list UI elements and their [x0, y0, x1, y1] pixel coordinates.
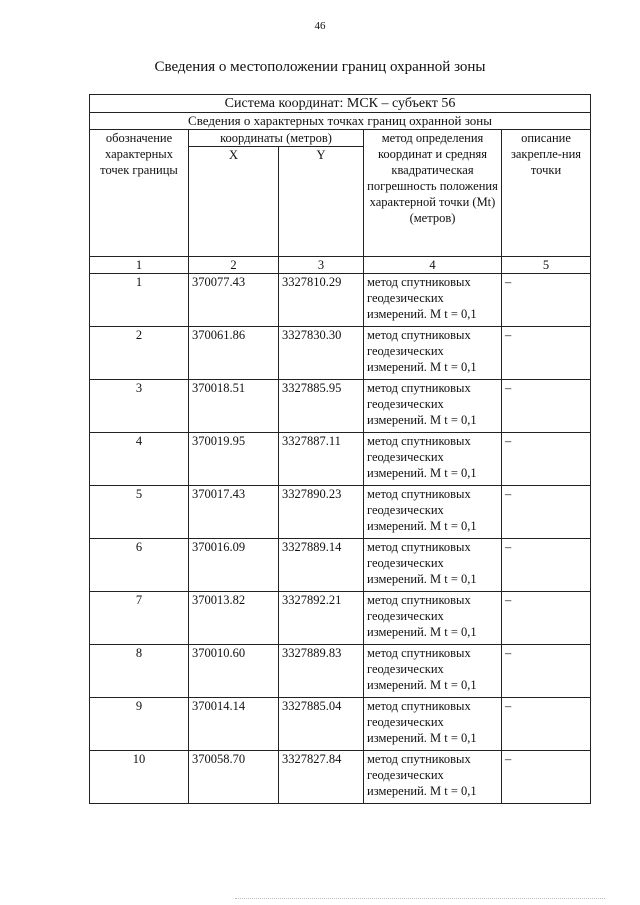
section-title-row	[90, 113, 591, 130]
point-number-cell: 7	[90, 592, 189, 645]
y-coordinate-cell: 3327885.95	[279, 380, 364, 433]
header-method: метод определения координат и средняя квадратическая погрешность положения характерной точки (Mt) (метров)	[364, 130, 502, 257]
x-coordinate-cell: 370018.51	[189, 380, 279, 433]
x-coordinate-cell: 370017.43	[189, 486, 279, 539]
point-number-cell: 2	[90, 327, 189, 380]
method-cell: метод спутниковых геодезических измерений. M t = 0,1	[364, 380, 502, 433]
description-cell: –	[502, 698, 591, 751]
header-y: Y	[279, 147, 364, 257]
method-cell: метод спутниковых геодезических измерений. M t = 0,1	[364, 539, 502, 592]
table-row	[90, 327, 591, 380]
description-cell: –	[502, 592, 591, 645]
table-row	[90, 380, 591, 433]
y-coordinate-cell: 3327889.14	[279, 539, 364, 592]
description-cell: –	[502, 274, 591, 327]
column-number: 3	[279, 257, 364, 274]
x-coordinate-cell: 370016.09	[189, 539, 279, 592]
table-row	[90, 433, 591, 486]
y-coordinate-cell: 3327887.11	[279, 433, 364, 486]
y-coordinate-cell: 3327830.30	[279, 327, 364, 380]
table-row	[90, 592, 591, 645]
y-coordinate-cell: 3327810.29	[279, 274, 364, 327]
description-cell: –	[502, 327, 591, 380]
table-row	[90, 751, 591, 804]
point-number-cell: 5	[90, 486, 189, 539]
description-cell: –	[502, 539, 591, 592]
column-number-row	[90, 257, 591, 274]
x-coordinate-cell: 370077.43	[189, 274, 279, 327]
column-number: 2	[189, 257, 279, 274]
point-number-cell: 6	[90, 539, 189, 592]
section-title-cell: Сведения о характерных точках границ охранной зоны	[90, 113, 591, 130]
page-number: 46	[314, 20, 326, 32]
method-cell: метод спутниковых геодезических измерений. M t = 0,1	[364, 751, 502, 804]
x-coordinate-cell: 370061.86	[189, 327, 279, 380]
header-x: X	[189, 147, 279, 257]
x-coordinate-cell: 370019.95	[189, 433, 279, 486]
description-cell: –	[502, 380, 591, 433]
point-number-cell: 3	[90, 380, 189, 433]
header-point-name: обозначение характерных точек границы	[90, 130, 189, 257]
method-cell: метод спутниковых геодезических измерений. M t = 0,1	[364, 486, 502, 539]
boundary-points-table	[89, 94, 591, 804]
y-coordinate-cell: 3327827.84	[279, 751, 364, 804]
document-title: Сведения о местоположении границ охранной зоны	[154, 59, 486, 75]
column-number: 5	[502, 257, 591, 274]
x-coordinate-cell: 370058.70	[189, 751, 279, 804]
method-cell: метод спутниковых геодезических измерений. M t = 0,1	[364, 698, 502, 751]
description-cell: –	[502, 645, 591, 698]
method-cell: метод спутниковых геодезических измерений. M t = 0,1	[364, 327, 502, 380]
header-coords: координаты (метров)	[189, 130, 364, 147]
method-cell: метод спутниковых геодезических измерений. M t = 0,1	[364, 274, 502, 327]
table-row	[90, 698, 591, 751]
point-number-cell: 4	[90, 433, 189, 486]
point-number-cell: 8	[90, 645, 189, 698]
y-coordinate-cell: 3327890.23	[279, 486, 364, 539]
point-number-cell: 10	[90, 751, 189, 804]
point-number-cell: 9	[90, 698, 189, 751]
y-coordinate-cell: 3327885.04	[279, 698, 364, 751]
method-cell: метод спутниковых геодезических измерений. M t = 0,1	[364, 645, 502, 698]
table-row	[90, 486, 591, 539]
y-coordinate-cell: 3327892.21	[279, 592, 364, 645]
coord-system-row	[90, 95, 591, 113]
y-coordinate-cell: 3327889.83	[279, 645, 364, 698]
method-cell: метод спутниковых геодезических измерений. M t = 0,1	[364, 433, 502, 486]
column-number: 4	[364, 257, 502, 274]
column-number: 1	[90, 257, 189, 274]
point-number-cell: 1	[90, 274, 189, 327]
scan-artifact-line	[235, 898, 605, 901]
method-cell: метод спутниковых геодезических измерений. M t = 0,1	[364, 592, 502, 645]
coord-system-cell: Система координат: МСК – субъект 56	[90, 95, 591, 113]
description-cell: –	[502, 751, 591, 804]
header-description: описание закрепле-ния точки	[502, 130, 591, 257]
table-row	[90, 539, 591, 592]
description-cell: –	[502, 433, 591, 486]
x-coordinate-cell: 370014.14	[189, 698, 279, 751]
table-row	[90, 645, 591, 698]
table-row	[90, 274, 591, 327]
description-cell: –	[502, 486, 591, 539]
x-coordinate-cell: 370010.60	[189, 645, 279, 698]
x-coordinate-cell: 370013.82	[189, 592, 279, 645]
header-row-1	[90, 130, 591, 147]
